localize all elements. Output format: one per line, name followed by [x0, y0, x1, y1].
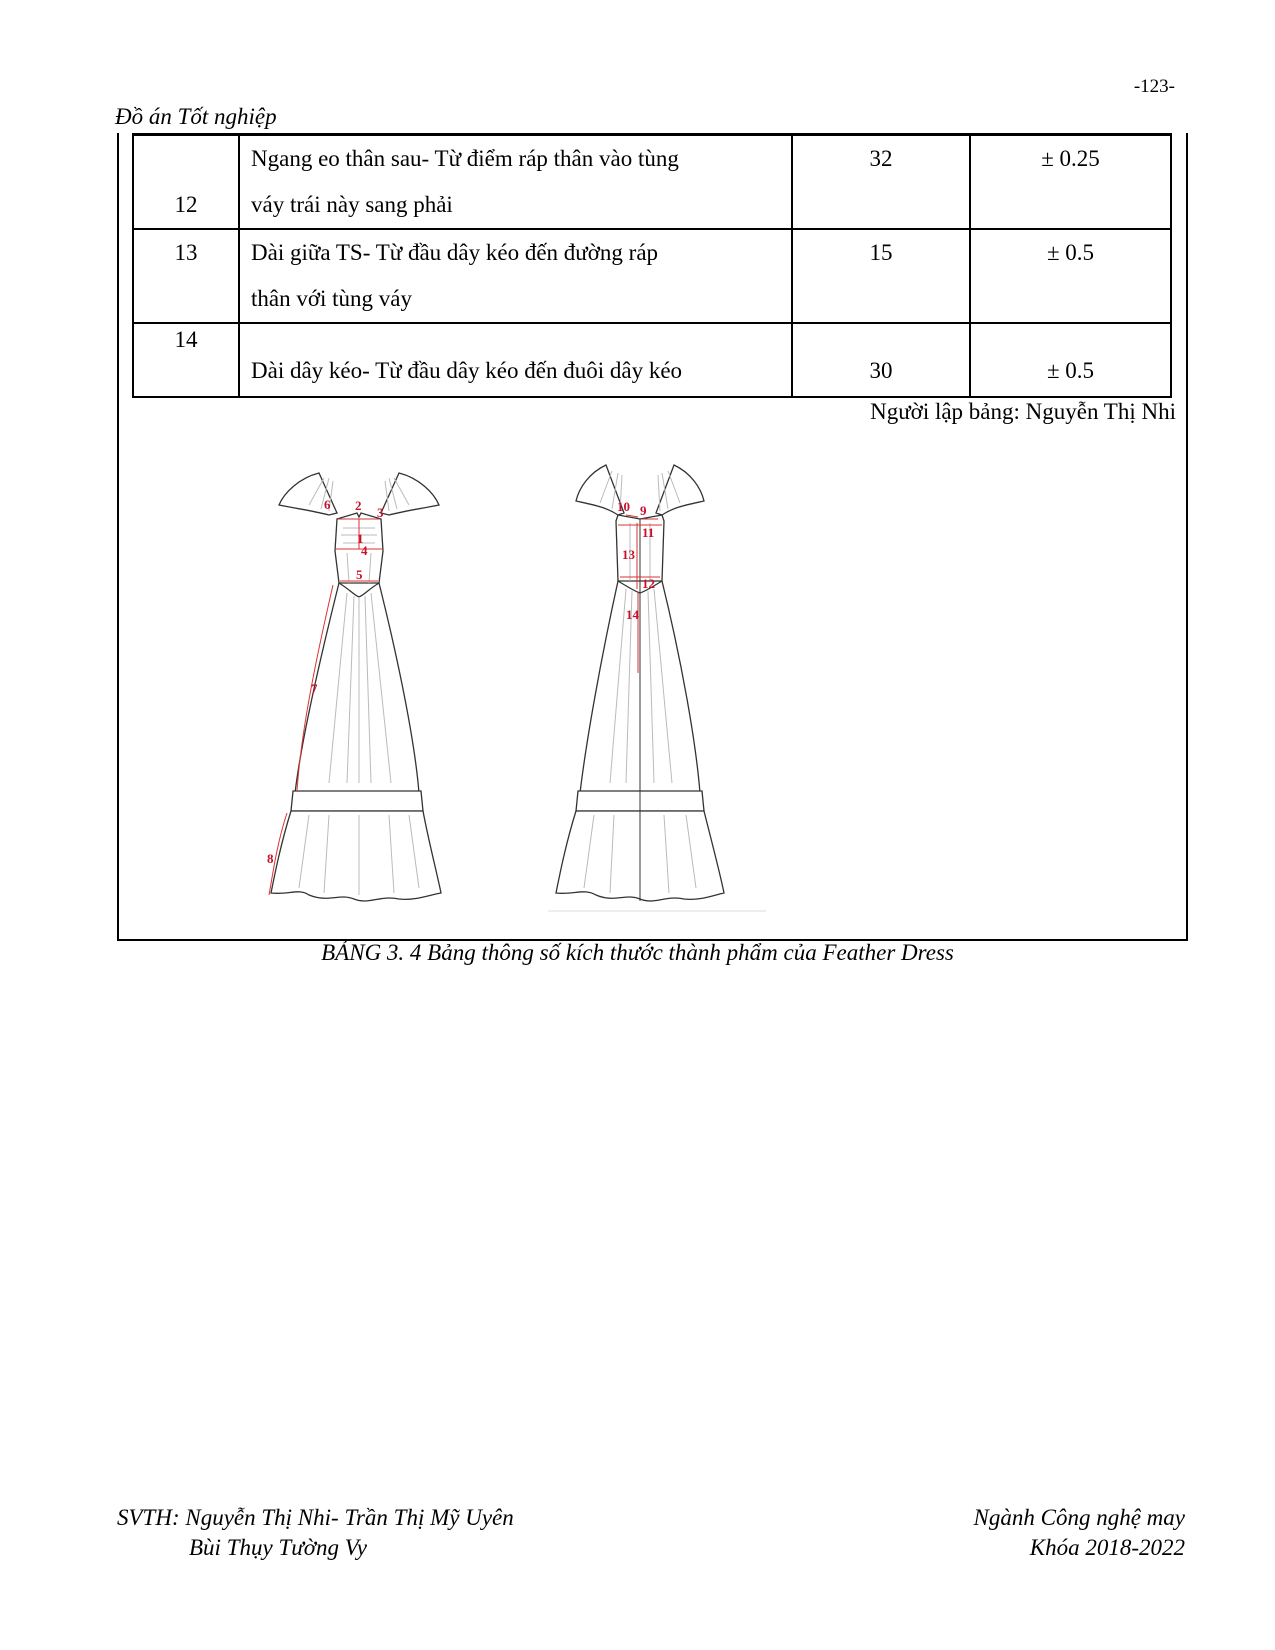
dress-technical-drawing	[189, 433, 809, 933]
svg-text:7: 7	[311, 681, 318, 696]
row-value: 30	[792, 323, 970, 397]
row-value: 32	[792, 135, 970, 230]
spec-table	[132, 133, 1172, 398]
footer-students-line1: SVTH: Nguyễn Thị Nhi- Trần Thị Mỹ Uyên	[117, 1505, 514, 1530]
table-row	[133, 135, 1171, 230]
svg-text:12: 12	[642, 576, 655, 591]
svg-text:4: 4	[361, 543, 368, 558]
footer-program	[974, 1505, 1185, 1561]
footer-students-line2: Bùi Thụy Tường Vy	[189, 1535, 367, 1560]
svg-text:8: 8	[267, 851, 274, 866]
table-row	[133, 229, 1171, 323]
row-number: 14	[133, 323, 239, 397]
running-header: Đồ án Tốt nghiệp	[115, 104, 277, 129]
front-view	[267, 473, 441, 901]
table-frame	[117, 133, 1188, 941]
row-description: Dài dây kéo- Từ đầu dây kéo đến đuôi dây kéo	[239, 323, 792, 397]
row-tolerance: ± 0.25	[970, 135, 1171, 230]
svg-text:13: 13	[622, 547, 635, 562]
row-tolerance: ± 0.5	[970, 229, 1171, 323]
page-number: -123-	[1133, 76, 1175, 97]
svg-text:5: 5	[356, 567, 363, 582]
row-description: Ngang eo thân sau- Từ điểm ráp thân vào tùng váy trái này sang phải	[239, 135, 792, 230]
row-value: 15	[792, 229, 970, 323]
svg-text:10: 10	[617, 499, 630, 514]
svg-text:9: 9	[640, 503, 647, 518]
svg-text:3: 3	[377, 505, 384, 520]
svg-text:11: 11	[642, 525, 655, 540]
back-view	[548, 465, 766, 911]
table-row	[133, 323, 1171, 397]
row-number: 12	[133, 135, 239, 230]
svg-text:14: 14	[626, 607, 639, 622]
row-tolerance: ± 0.5	[970, 323, 1171, 397]
svg-text:1: 1	[357, 531, 364, 546]
footer-major: Ngành Công nghệ may	[973, 1505, 1185, 1530]
table-preparer: Người lập bảng: Nguyễn Thị Nhi	[870, 399, 1176, 424]
svg-text:6: 6	[324, 497, 331, 512]
svg-text:2: 2	[355, 498, 362, 513]
row-number: 13	[133, 229, 239, 323]
footer-cohort: Khóa 2018-2022	[1029, 1535, 1185, 1560]
row-description: Dài giữa TS- Từ đầu dây kéo đến đường ráp thân với tùng váy	[239, 229, 792, 323]
footer-students	[117, 1505, 514, 1561]
table-caption: BẢNG 3. 4 Bảng thông số kích thước thành phẩm của Feather Dress	[321, 940, 954, 965]
